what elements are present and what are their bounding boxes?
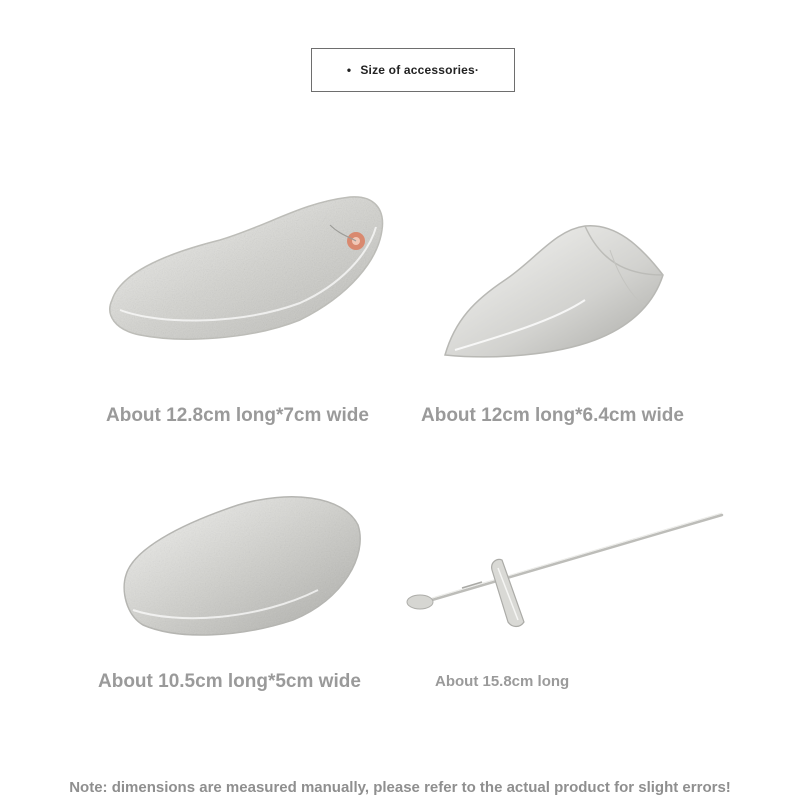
caption-item-4: About 15.8cm long xyxy=(435,673,570,690)
header-title: Size of accessories· xyxy=(360,63,480,77)
petal-shaped-tea-scoop-icon xyxy=(435,220,670,365)
disclaimer-note: Note: dimensions are measured manually, please refer to the actual product for slight errors! xyxy=(69,779,731,796)
header-title-box xyxy=(311,48,515,92)
header-bullet: • xyxy=(346,63,352,77)
caption-item-3: About 10.5cm long*5cm wide xyxy=(98,671,361,692)
tea-needle-with-spoon-icon xyxy=(402,510,727,640)
textured-tea-scoop-with-flower-icon xyxy=(100,185,400,345)
caption-item-2: About 12cm long*6.4cm wide xyxy=(421,405,684,426)
oval-tea-scoop-icon xyxy=(118,490,368,640)
caption-item-1: About 12.8cm long*7cm wide xyxy=(106,405,369,426)
